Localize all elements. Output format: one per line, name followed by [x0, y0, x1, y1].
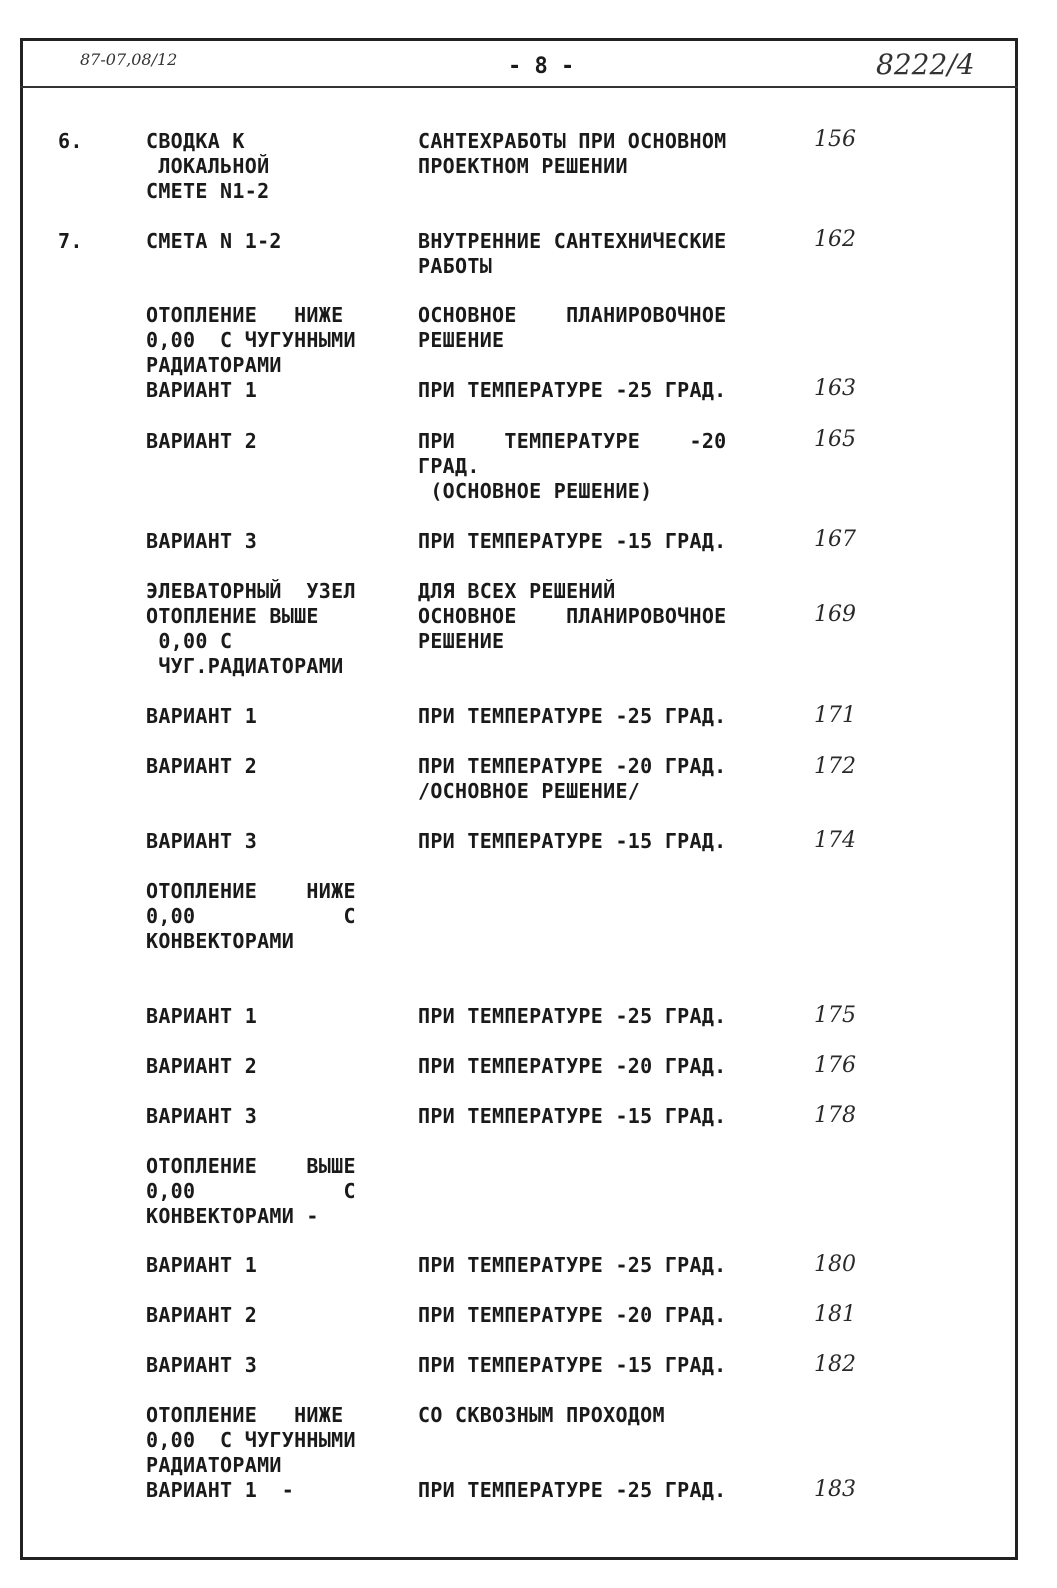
entry-document: ВАРИАНТ 3 — [146, 529, 258, 553]
page-number: - 8 - — [508, 54, 575, 79]
entry-page: 181 — [814, 1302, 856, 1327]
entry-page: 175 — [814, 1003, 856, 1028]
entry-description: ПРИ ТЕМПЕРАТУРЕ -20 ГРАД. — [418, 1303, 727, 1327]
entry-page: 162 — [814, 227, 856, 252]
entry-page: 182 — [814, 1352, 856, 1377]
entry-description: ПРИ ТЕМПЕРАТУРЕ -20 ГРАД. /ОСНОВНОЕ РЕШЕНИЕ/ — [418, 754, 727, 803]
entry-description: ПРИ ТЕМПЕРАТУРЕ -15 ГРАД. — [418, 1353, 727, 1377]
entry-document: ВАРИАНТ 2 — [146, 1303, 258, 1327]
entry-description: ПРИ ТЕМПЕРАТУРЕ -15 ГРАД. — [418, 829, 727, 853]
entry-document: ВАРИАНТ 1 — [146, 704, 258, 728]
entry-document: ВАРИАНТ 2 — [146, 429, 258, 453]
entry-page: 163 — [814, 376, 856, 401]
entry-document: ВАРИАНТ 2 — [146, 1054, 258, 1078]
entry-page: 183 — [814, 1477, 856, 1502]
archive-stamp: 8222/4 — [876, 48, 975, 81]
entry-document: ОТОПЛЕНИЕ ВЫШЕ 0,00 С КОНВЕКТОРАМИ - — [146, 1154, 356, 1228]
entry-page: 176 — [814, 1053, 856, 1078]
entry-document: ВАРИАНТ 2 — [146, 754, 258, 778]
entry-number: 7. — [58, 229, 83, 253]
entry-document: ВАРИАНТ 3 — [146, 829, 258, 853]
entry-description: ДЛЯ ВСЕХ РЕШЕНИЙ ОСНОВНОЕ ПЛАНИРОВОЧНОЕ РЕШЕНИЕ — [418, 579, 727, 653]
entry-page: 172 — [814, 754, 856, 779]
header-divider — [20, 86, 1018, 88]
entry-page: 171 — [814, 703, 856, 728]
entry-description: ПРИ ТЕМПЕРАТУРЕ -25 ГРАД. — [418, 378, 727, 402]
entry-document: ОТОПЛЕНИЕ НИЖЕ 0,00 С ЧУГУННЫМИ РАДИАТОРАМИ — [146, 303, 356, 377]
entry-document: ОТОПЛЕНИЕ НИЖЕ 0,00 С ЧУГУННЫМИ РАДИАТОРАМИ — [146, 1403, 356, 1477]
entry-description: ПРИ ТЕМПЕРАТУРЕ -25 ГРАД. — [418, 704, 727, 728]
document-code: 87-07,08/12 — [80, 50, 178, 69]
entry-document: СВОДКА К ЛОКАЛЬНОЙ СМЕТЕ N1-2 — [146, 129, 270, 203]
entry-document: ВАРИАНТ 1 — [146, 378, 258, 402]
entry-description: ПРИ ТЕМПЕРАТУРЕ -25 ГРАД. — [418, 1478, 727, 1502]
entry-description: ПРИ ТЕМПЕРАТУРЕ -15 ГРАД. — [418, 529, 727, 553]
entry-page: 180 — [814, 1252, 856, 1277]
entry-page: 174 — [814, 828, 856, 853]
entry-document: СМЕТА N 1-2 — [146, 229, 282, 253]
entry-page: 169 — [814, 602, 856, 627]
entry-description: ОСНОВНОЕ ПЛАНИРОВОЧНОЕ РЕШЕНИЕ — [418, 303, 727, 352]
entry-page: 156 — [814, 127, 856, 152]
entry-description: ПРИ ТЕМПЕРАТУРЕ -15 ГРАД. — [418, 1104, 727, 1128]
entry-description: ВНУТРЕННИЕ САНТЕХНИЧЕСКИЕ РАБОТЫ — [418, 229, 727, 278]
entry-document: ЭЛЕВАТОРНЫЙ УЗЕЛ ОТОПЛЕНИЕ ВЫШЕ 0,00 С ЧУГ.РАДИАТОРАМИ — [146, 579, 356, 678]
entry-document: ВАРИАНТ 1 - — [146, 1478, 295, 1502]
entry-page: 165 — [814, 427, 856, 452]
entry-document: ОТОПЛЕНИЕ НИЖЕ 0,00 С КОНВЕКТОРАМИ — [146, 879, 356, 953]
entry-number: 6. — [58, 129, 83, 153]
entry-page: 178 — [814, 1103, 856, 1128]
entry-description: ПРИ ТЕМПЕРАТУРЕ -20 ГРАД. (ОСНОВНОЕ РЕШЕНИЕ) — [418, 429, 727, 503]
entry-description: ПРИ ТЕМПЕРАТУРЕ -25 ГРАД. — [418, 1004, 727, 1028]
entry-page: 167 — [814, 527, 856, 552]
entry-document: ВАРИАНТ 1 — [146, 1004, 258, 1028]
entry-document: ВАРИАНТ 3 — [146, 1353, 258, 1377]
entry-description: САНТЕХРАБОТЫ ПРИ ОСНОВНОМ ПРОЕКТНОМ РЕШЕНИИ — [418, 129, 727, 178]
entry-description: СО СКВОЗНЫМ ПРОХОДОМ — [418, 1403, 665, 1427]
entry-description: ПРИ ТЕМПЕРАТУРЕ -25 ГРАД. — [418, 1253, 727, 1277]
entry-document: ВАРИАНТ 1 — [146, 1253, 258, 1277]
entry-document: ВАРИАНТ 3 — [146, 1104, 258, 1128]
entry-description: ПРИ ТЕМПЕРАТУРЕ -20 ГРАД. — [418, 1054, 727, 1078]
